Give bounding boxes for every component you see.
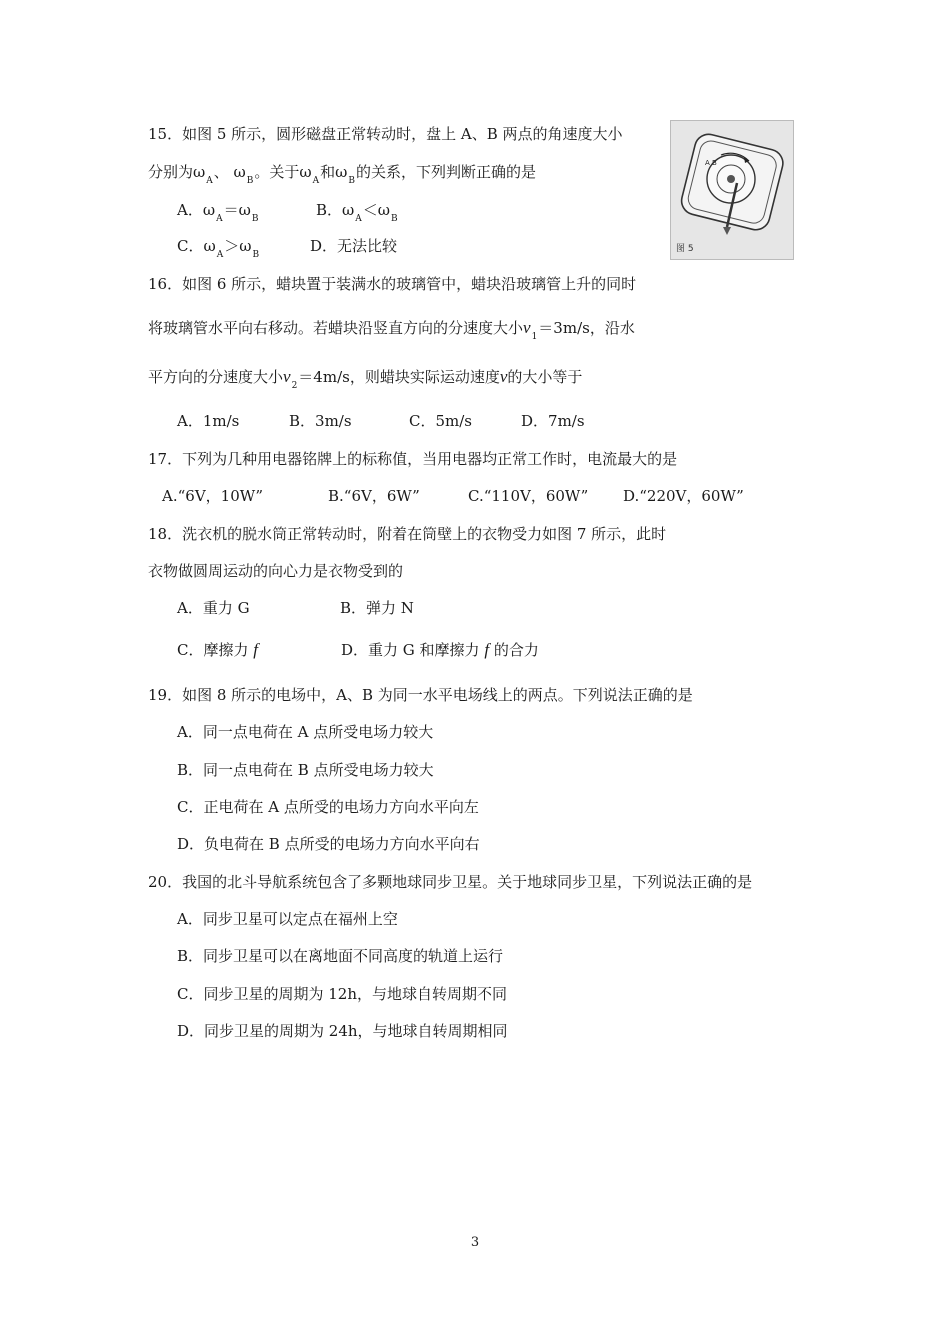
q17-option-a: A.“6V，10W”	[162, 487, 264, 505]
q20-option-a: A．同步卫星可以定点在福州上空	[177, 910, 398, 928]
q18-options-ab	[177, 598, 414, 618]
q15-option-c: C．$\omega_A>\omega_B$	[177, 237, 260, 260]
q18-option-d: D．重力 G 和摩擦力 f 的合力	[341, 640, 539, 659]
q20-option-d: D．同步卫星的周期为 24h，与地球自转周期相同	[177, 1022, 508, 1040]
q20-stem: 20．我国的北斗导航系统包含了多颗地球同步卫星。关于地球同步卫星，下列说法正确的是	[148, 873, 753, 891]
q18-option-a: A．重力 G	[177, 599, 250, 617]
figure-5-disk-image	[670, 120, 794, 260]
q16-option-a: A．1m/s	[177, 412, 240, 430]
q15-stem-line2: 分别为$\omega_A$、 $\omega_B$。关于$\omega_A$和$\omega_B$的关系，下列判断正确的是	[148, 163, 536, 186]
q17-options	[162, 486, 744, 506]
q15-option-d: D．无法比较	[310, 237, 398, 255]
q18-option-c: C．摩擦力 f	[177, 640, 258, 659]
q18-stem-line2: 衣物做圆周运动的向心力是衣物受到的	[148, 562, 404, 580]
figure-5-letters: A B	[705, 159, 717, 167]
q19-stem: 19．如图 8 所示的电场中，A、B 为同一水平电场线上的两点。下列说法正确的是	[148, 686, 693, 704]
q16-option-d: D．7m/s	[521, 412, 585, 430]
q15-options-cd	[177, 236, 397, 259]
q19-option-c: C．正电荷在 A 点所受的电场力方向水平向左	[177, 798, 479, 816]
q16-stem-line3: 平方向的分速度大小$v_2=4m/s$，则蜡块实际运动速度v的大小等于	[148, 367, 583, 391]
q16-stem-line1: 16．如图 6 所示，蜡块置于装满水的玻璃管中，蜡块沿玻璃管上升的同时	[148, 275, 637, 293]
q18-stem-line1: 18．洗衣机的脱水筒正常转动时，附着在筒壁上的衣物受力如图 7 所示，此时	[148, 525, 667, 543]
q16-options	[177, 411, 585, 431]
q16-stem-line2: 将玻璃管水平向右移动。若蜡块沿竖直方向的分速度大小$v_1=3m/s$，沿水	[148, 318, 635, 342]
q17-option-b: B.“6V，6W”	[328, 487, 420, 505]
q16-option-b: B．3m/s	[289, 412, 352, 430]
disk-drive-drawing	[671, 121, 793, 259]
figure-5-caption: 图 5	[676, 244, 694, 254]
q15-options-ab	[177, 200, 399, 223]
q19-option-a: A．同一点电荷在 A 点所受电场力较大	[177, 723, 434, 741]
q17-option-d: D.“220V，60W”	[623, 487, 744, 505]
q19-option-b: B．同一点电荷在 B 点所受电场力较大	[177, 761, 434, 779]
q20-option-b: B．同步卫星可以在离地面不同高度的轨道上运行	[177, 947, 504, 965]
q15-stem-line1: 15．如图 5 所示，圆形磁盘正常转动时，盘上 A、B 两点的角速度大小	[148, 125, 623, 143]
q15-option-b: B．$\omega_A<\omega_B$	[316, 201, 398, 224]
page-number: 3	[470, 1235, 480, 1250]
q17-stem: 17．下列为几种用电器铭牌上的标称值，当用电器均正常工作时，电流最大的是	[148, 450, 678, 468]
q17-option-c: C.“110V，60W”	[468, 487, 589, 505]
q16-option-c: C．5m/s	[409, 412, 472, 430]
q19-option-d: D．负电荷在 B 点所受的电场力方向水平向右	[177, 835, 480, 853]
q18-option-b: B．弹力 N	[340, 599, 414, 617]
q20-option-c: C．同步卫星的周期为 12h，与地球自转周期不同	[177, 985, 507, 1003]
q15-option-a: A．$\omega_A=\omega_B$	[177, 201, 259, 224]
q18-options-cd	[177, 640, 539, 660]
